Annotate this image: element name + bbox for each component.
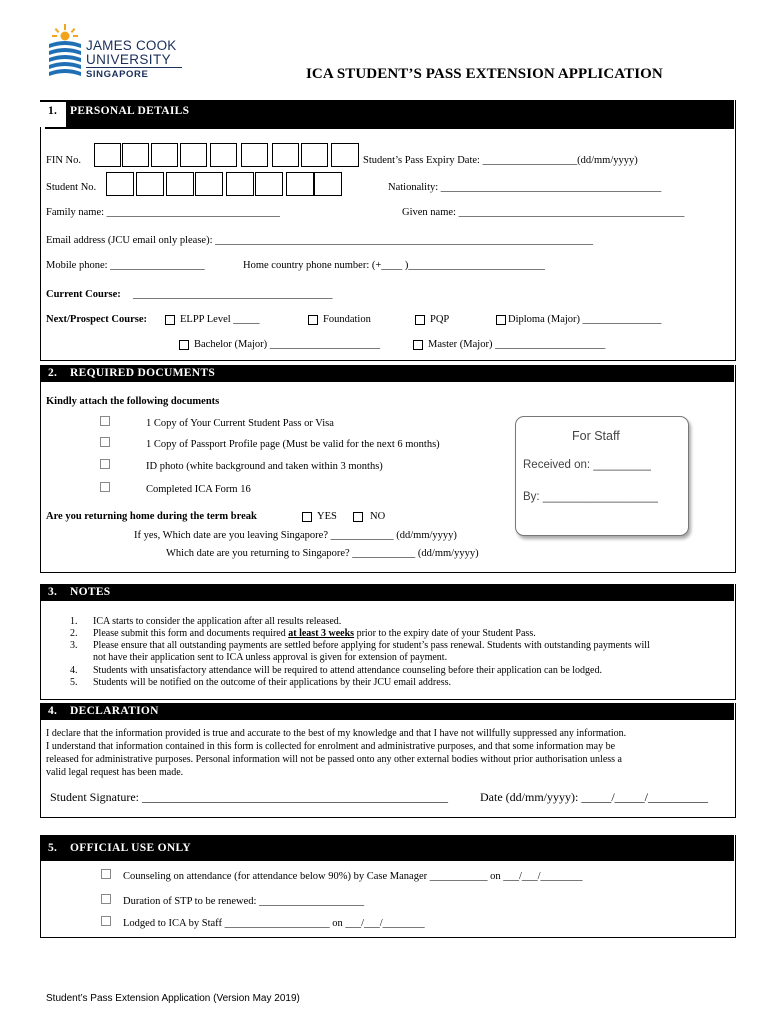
official-checkbox[interactable] xyxy=(101,916,111,926)
for-staff-box xyxy=(515,416,689,536)
section-4-header xyxy=(40,703,734,720)
master-label: Master (Major) _____________________ xyxy=(428,339,606,350)
no-checkbox[interactable] xyxy=(353,512,363,522)
fin-digit-box[interactable] xyxy=(272,143,299,167)
document-checkbox[interactable] xyxy=(100,459,110,469)
no-label: NO xyxy=(370,511,386,522)
student-no-digit-box[interactable] xyxy=(226,172,254,196)
sun-waves-logo-icon xyxy=(46,22,86,80)
home-phone-field[interactable]: Home country phone number: (+____ )__________________________ xyxy=(243,260,545,271)
student-no-digit-box[interactable] xyxy=(166,172,194,196)
leaving-date-field[interactable]: If yes, Which date are you leaving Singapore? ____________ (dd/mm/yyyy) xyxy=(134,530,457,541)
fin-digit-box[interactable] xyxy=(151,143,178,167)
fin-label: FIN No. xyxy=(46,155,82,166)
foundation-checkbox[interactable] xyxy=(308,315,318,325)
declaration-line: I understand that information contained in this form is collected for enrolment and administrative purposes, and that some information may be xyxy=(46,741,616,752)
logo-line1: JAMES COOK xyxy=(86,38,177,53)
received-on: Received on: _________ xyxy=(523,459,651,471)
current-course-field[interactable]: ______________________________________ xyxy=(133,289,333,300)
yes-label: YES xyxy=(317,511,337,522)
note-text-post: prior to the expiry date of your Student Pass. xyxy=(354,628,536,639)
section-3-label: NOTES xyxy=(70,586,111,598)
current-course-label: Current Course: xyxy=(46,289,121,300)
note-text: Please ensure that all outstanding payments are settled before applying for student’s pass renewal. Students with outstanding payments will xyxy=(93,640,650,651)
footer-version: Student’s Pass Extension Application (Version May 2019) xyxy=(46,993,300,1004)
logo-line3: SINGAPORE xyxy=(86,69,149,80)
fin-digit-box[interactable] xyxy=(210,143,237,167)
signature-date-field[interactable]: Date (dd/mm/yyyy): _____/_____/__________ xyxy=(480,790,708,804)
fin-digit-box[interactable] xyxy=(331,143,359,167)
email-field[interactable]: Email address (JCU email only please): ________________________________________________________________________ xyxy=(46,235,594,246)
document-checkbox[interactable] xyxy=(100,482,110,492)
student-signature-field[interactable]: Student Signature: ___________________________________________________ xyxy=(50,790,448,804)
family-name-field[interactable]: Family name: _________________________________ xyxy=(46,207,280,218)
fin-digit-box[interactable] xyxy=(241,143,268,167)
note-number: 4. xyxy=(70,665,78,676)
official-item[interactable]: Lodged to ICA by Staff ____________________ on ___/___/________ xyxy=(123,918,425,929)
logo-line2: UNIVERSITY xyxy=(86,52,172,67)
given-name-field[interactable]: Given name: ___________________________________________ xyxy=(402,207,685,218)
foundation-label: Foundation xyxy=(323,314,371,325)
section-5-num: 5. xyxy=(48,842,58,854)
declaration-line: valid legal request has been made. xyxy=(46,767,184,778)
document-item: 1 Copy of Passport Profile page (Must be valid for the next 6 months) xyxy=(146,439,440,450)
fin-digit-box[interactable] xyxy=(94,143,121,167)
section-3-num: 3. xyxy=(48,586,58,598)
note-text-cont: not have their application sent to ICA unless approval is given for extension of payment. xyxy=(93,652,448,663)
section-1-label: PERSONAL DETAILS xyxy=(70,105,190,117)
elpp-label: ELPP Level _____ xyxy=(180,314,260,325)
jcu-logo xyxy=(46,22,196,82)
fin-digit-box[interactable] xyxy=(301,143,328,167)
student-no-digit-box[interactable] xyxy=(314,172,342,196)
nationality-field[interactable]: Nationality: __________________________________________ xyxy=(388,182,662,193)
note-text-pre: Please submit this form and documents required xyxy=(93,628,289,639)
note-emphasis: at least 3 weeks xyxy=(288,628,355,639)
student-no-digit-box[interactable] xyxy=(286,172,314,196)
student-no-digit-box[interactable] xyxy=(136,172,164,196)
received-by: By: __________________ xyxy=(523,491,658,503)
official-checkbox[interactable] xyxy=(101,869,111,879)
returning-date-field[interactable]: Which date are you returning to Singapore? ____________ (dd/mm/yyyy) xyxy=(166,548,479,559)
expiry-date-field[interactable]: Student’s Pass Expiry Date: __________________(dd/mm/yyyy) xyxy=(363,155,638,166)
for-staff-title: For Staff xyxy=(572,429,620,443)
section-4-label: DECLARATION xyxy=(70,705,159,717)
yes-checkbox[interactable] xyxy=(302,512,312,522)
master-checkbox[interactable] xyxy=(413,340,423,350)
documents-intro: Kindly attach the following documents xyxy=(46,396,220,407)
student-no-digit-box[interactable] xyxy=(106,172,134,196)
note-number: 1. xyxy=(70,616,78,627)
section-4-num: 4. xyxy=(48,705,58,717)
fin-digit-box[interactable] xyxy=(122,143,149,167)
pqp-checkbox[interactable] xyxy=(415,315,425,325)
document-item: 1 Copy of Your Current Student Pass or Visa xyxy=(146,418,334,429)
next-course-label: Next/Prospect Course: xyxy=(46,314,147,325)
student-no-label: Student No. xyxy=(46,182,97,193)
section-2-header xyxy=(40,365,734,382)
section-3-header xyxy=(40,584,734,601)
document-checkbox[interactable] xyxy=(100,416,110,426)
section-2-num: 2. xyxy=(48,367,58,379)
student-no-digit-box[interactable] xyxy=(195,172,223,196)
section-1-num: 1. xyxy=(48,105,58,117)
returning-question: Are you returning home during the term break xyxy=(46,511,257,522)
page-title: ICA STUDENT’S PASS EXTENSION APPLICATION xyxy=(306,66,663,82)
mobile-field[interactable]: Mobile phone: __________________ xyxy=(46,260,205,271)
document-item: ID photo (white background and taken within 3 months) xyxy=(146,461,383,472)
note-text: Students will be notified on the outcome of their applications by their JCU email address. xyxy=(93,677,451,688)
note-text: ICA starts to consider the application after all results released. xyxy=(93,616,342,627)
bachelor-checkbox[interactable] xyxy=(179,340,189,350)
note-text xyxy=(93,628,536,639)
section-5-label: OFFICIAL USE ONLY xyxy=(70,842,191,854)
note-number: 5. xyxy=(70,677,78,688)
student-no-digit-box[interactable] xyxy=(255,172,283,196)
section-5-header xyxy=(40,835,734,861)
diploma-label: Diploma (Major) _______________ xyxy=(508,314,662,325)
section-1-header xyxy=(40,100,734,129)
note-number: 2. xyxy=(70,628,78,639)
official-checkbox[interactable] xyxy=(101,894,111,904)
note-text: Students with unsatisfactory attendance will be required to attend attendance counseling before their application can be lodged. xyxy=(93,665,602,676)
official-item[interactable]: Counseling on attendance (for attendance below 90%) by Case Manager ___________ on ___/___/________ xyxy=(123,871,583,882)
declaration-line: released for administrative purposes. Personal information will not be passed onto any other external bodies without prior authorisation unless a xyxy=(46,754,622,765)
document-item: Completed ICA Form 16 xyxy=(146,484,251,495)
section-2-label: REQUIRED DOCUMENTS xyxy=(70,367,216,379)
fin-digit-box[interactable] xyxy=(180,143,207,167)
elpp-checkbox[interactable] xyxy=(165,315,175,325)
diploma-checkbox[interactable] xyxy=(496,315,506,325)
document-checkbox[interactable] xyxy=(100,437,110,447)
note-number: 3. xyxy=(70,640,78,651)
pqp-label: PQP xyxy=(430,314,450,325)
declaration-line: I declare that the information provided is true and accurate to the best of my knowledge and that I have not willfully suppressed any information. xyxy=(46,728,627,739)
official-item[interactable]: Duration of STP to be renewed: ____________________ xyxy=(123,896,365,907)
bachelor-label: Bachelor (Major) _____________________ xyxy=(194,339,381,350)
